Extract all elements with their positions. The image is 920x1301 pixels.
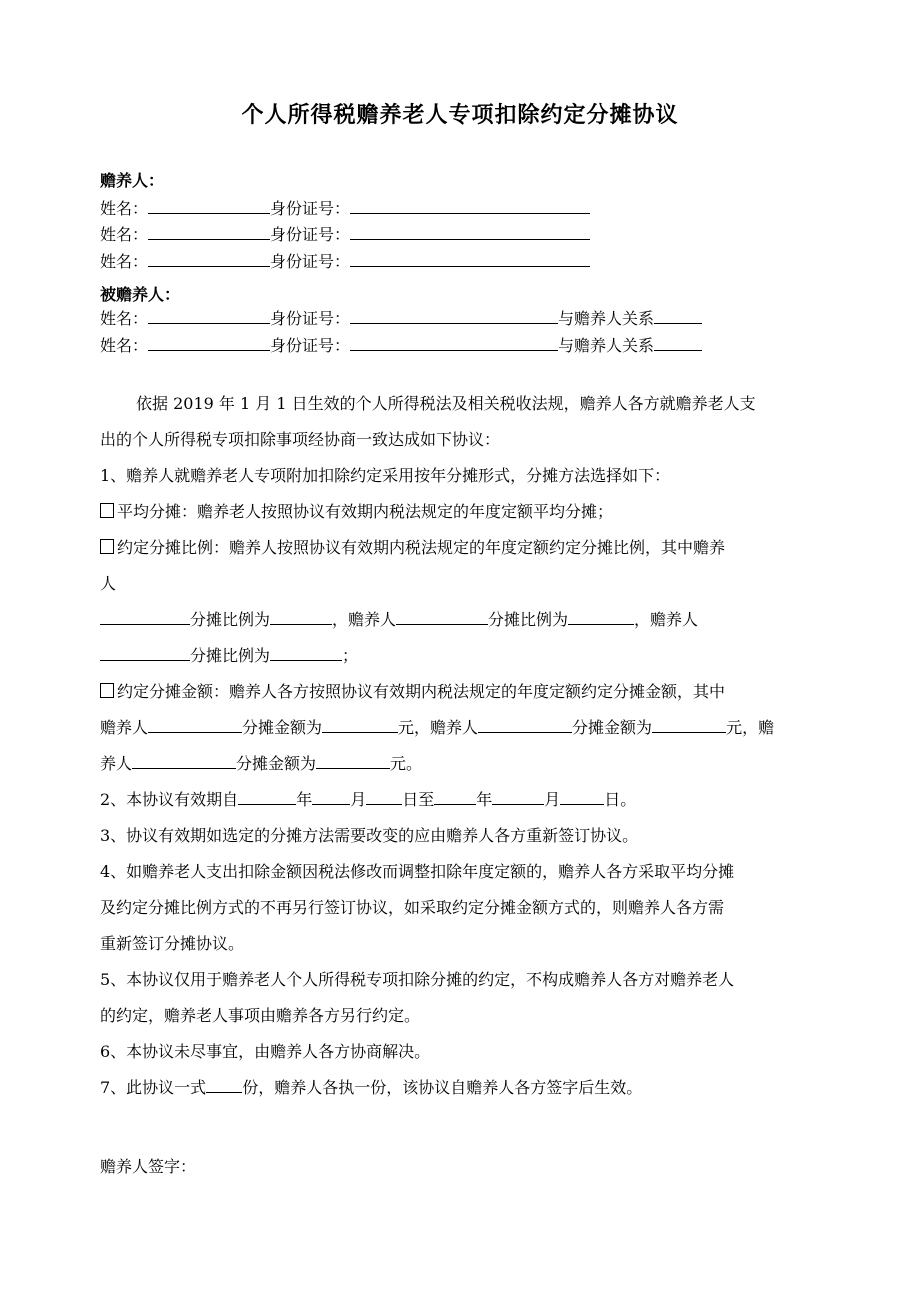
supporter-row [100,222,590,246]
name-label: 姓名： [100,252,149,271]
ratio-blank[interactable] [270,643,342,661]
end-month-blank[interactable] [492,787,544,805]
name-label: 姓名： [100,336,149,355]
month-label: 月 [350,790,367,809]
id-blank[interactable] [350,222,590,240]
year-label: 年 [476,790,493,809]
intro-line: 依据 2019 年 1 月 1 日生效的个人所得税法及相关税收法规，赡养人各方就赡养老人支 [136,394,756,413]
month-label: 月 [544,790,561,809]
start-day-blank[interactable] [366,787,402,805]
checkbox-ratio[interactable] [100,539,114,554]
day-label: 日至 [402,790,435,809]
ratio-blank[interactable] [270,607,332,625]
day-label: 日。 [604,790,637,809]
id-label: 身份证号： [270,252,351,271]
dependents-heading: 被赡养人： [100,285,181,304]
relation-blank[interactable] [654,306,702,324]
ratio-blank[interactable] [568,607,634,625]
person-blank[interactable] [132,751,236,769]
option-even-split [100,494,835,530]
name-blank[interactable] [148,249,270,267]
person-label: 养人 [100,754,133,773]
id-label: 身份证号： [270,225,351,244]
ratio-fill-line [100,638,835,674]
dependent-row [100,333,702,357]
id-blank[interactable] [350,196,590,214]
amount-unit: 元，赡 [726,718,775,737]
amount-label: 分摊金额为 [572,718,653,737]
option-ratio-label: 约定分摊比例：赡养人按照协议有效期内税法规定的年度定额约定分摊比例，其中赡养 [117,538,726,557]
clause-7 [100,1070,835,1106]
person-label: ，赡养人 [332,610,397,629]
name-label: 姓名： [100,225,149,244]
ratio-label: 分摊比例为 [488,610,569,629]
option-amount-split [100,674,835,710]
checkbox-even[interactable] [100,503,114,518]
supporters-heading: 赡养人： [100,171,165,190]
ratio-label: 分摊比例为 [190,646,271,665]
amount-unit: 元。 [390,754,423,773]
clause-6: 6、本协议未尽事宜，由赡养人各方协商解决。 [100,1042,431,1061]
clause-4-line: 4、如赡养老人支出扣除金额因税法修改而调整扣除年度定额的，赡养人各方采取平均分摊 [100,862,735,881]
agreement-body [100,386,835,1106]
id-blank[interactable] [350,306,558,324]
ratio-label: 分摊比例为 [190,610,271,629]
year-label: 年 [296,790,313,809]
id-label: 身份证号： [270,199,351,218]
clause-4-line: 及约定分摊比例方式的不再另行签订协议，如采取约定分摊金额方式的，则赡养人各方需 [100,898,725,917]
relation-label: 与赡养人关系 [558,309,655,328]
amount-label: 分摊金额为 [236,754,317,773]
end-year-blank[interactable] [434,787,476,805]
dependent-row [100,306,702,330]
name-blank[interactable] [148,196,270,214]
clause-1: 1、赡养人就赡养老人专项附加扣除约定采用按年分摊形式，分摊方法选择如下： [100,466,671,485]
document-title: 个人所得税赡养老人专项扣除约定分摊协议 [241,103,679,128]
clause-2-label: 2、本协议有效期自 [100,790,239,809]
clause-2 [100,782,835,818]
supporter-row [100,249,590,273]
clause-5-line: 的约定，赡养老人事项由赡养各方另行约定。 [100,1006,421,1025]
start-month-blank[interactable] [312,787,350,805]
clause-7-label: 7、此协议一式 [100,1078,207,1097]
person-label: ，赡养人 [634,610,699,629]
person-blank[interactable] [100,643,190,661]
id-label: 身份证号： [270,336,351,355]
amount-blank[interactable] [322,715,398,733]
amount-blank[interactable] [652,715,726,733]
ratio-fill-line [100,602,835,638]
amount-unit: 元，赡养人 [398,718,479,737]
supporter-row [100,196,590,220]
clause-3: 3、协议有效期如选定的分摊方法需要改变的应由赡养人各方重新签订协议。 [100,826,639,845]
punctuation: ； [342,646,359,665]
amount-label: 分摊金额为 [242,718,323,737]
start-year-blank[interactable] [238,787,296,805]
name-blank[interactable] [148,333,270,351]
option-ratio-split [100,530,835,566]
amount-blank[interactable] [316,751,390,769]
signature-label: 赡养人签字： [100,1157,197,1176]
amount-fill-line [100,710,835,746]
name-blank[interactable] [148,306,270,324]
clause-7-text: 份，赡养人各执一份，该协议自赡养人各方签字后生效。 [242,1078,643,1097]
clause-4-line: 重新签订分摊协议。 [100,934,245,953]
person-blank[interactable] [148,715,242,733]
id-label: 身份证号： [270,309,351,328]
end-day-blank[interactable] [560,787,604,805]
relation-label: 与赡养人关系 [558,336,655,355]
id-blank[interactable] [350,333,558,351]
person-blank[interactable] [478,715,572,733]
person-blank[interactable] [396,607,488,625]
copies-blank[interactable] [206,1075,242,1093]
name-blank[interactable] [148,222,270,240]
checkbox-amount[interactable] [100,683,114,698]
relation-blank[interactable] [654,333,702,351]
option-ratio-line2: 人 [100,574,117,593]
person-blank[interactable] [100,607,190,625]
name-label: 姓名： [100,199,149,218]
id-blank[interactable] [350,249,590,267]
person-label: 赡养人 [100,718,149,737]
name-label: 姓名： [100,309,149,328]
intro-line: 出的个人所得税专项扣除事项经协商一致达成如下协议： [100,430,501,449]
amount-fill-line [100,746,835,782]
option-even-label: 平均分摊：赡养老人按照协议有效期内税法规定的年度定额平均分摊； [117,502,614,521]
option-amount-label: 约定分摊金额：赡养人各方按照协议有效期内税法规定的年度定额约定分摊金额，其中 [117,682,726,701]
clause-5-line: 5、本协议仅用于赡养老人个人所得税专项扣除分摊的约定，不构成赡养人各方对赡养老人 [100,970,735,989]
